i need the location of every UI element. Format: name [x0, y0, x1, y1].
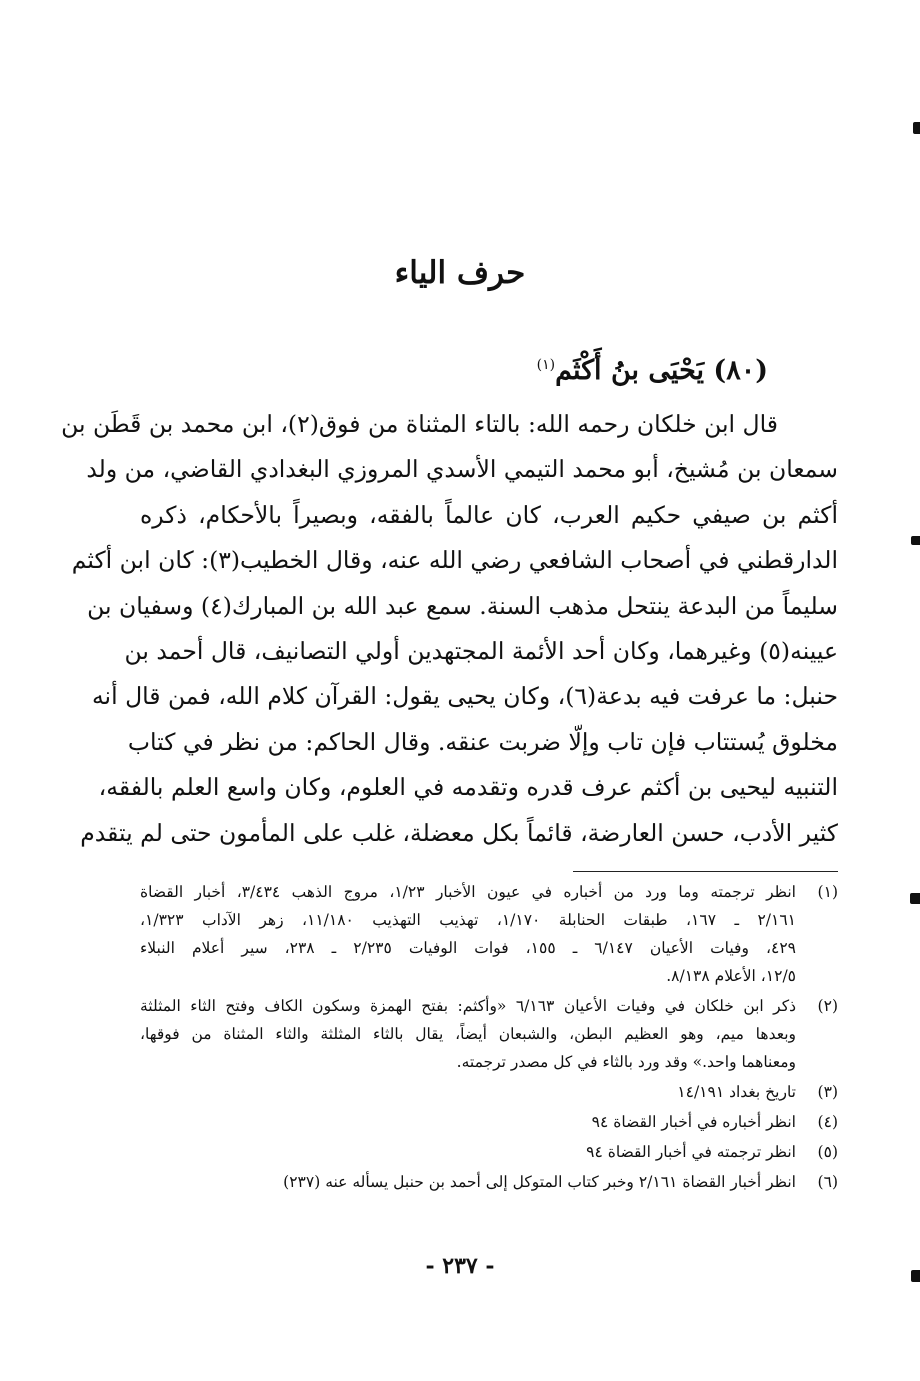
- footnote-line: انظر أخبار القضاة ٢/١٦١ وخبر كتاب المتوكل إلى أحمد بن حنبل يسأله عنه (٢٣٧): [283, 1173, 796, 1191]
- body-line: حنبل: ما عرفت فيه بدعة(٦)، وكان يحيى يقول: القرآن كلام الله، فمن قال أنه: [91, 682, 838, 711]
- footnote-text: [140, 1168, 796, 1196]
- footnote-number: (٦): [817, 1173, 838, 1191]
- chapter-title: حرف الياء: [394, 255, 526, 291]
- footnote-line: انظر أخباره في أخبار القضاة ٩٤: [591, 1113, 796, 1131]
- footnote-text: [140, 1078, 796, 1106]
- footnote-text: [140, 1108, 796, 1136]
- footnote-text: [140, 1138, 796, 1166]
- footnote-1: [140, 878, 838, 990]
- footnote-2: [140, 992, 838, 1076]
- body-line: كثير الأدب، حسن العارضة، قائماً بكل معضلة، غلب على المأمون حتى لم يتقدم: [80, 818, 838, 847]
- body-line: الدارقطني في أصحاب الشافعي رضي الله عنه، وقال الخطيب(٣): كان ابن أكثم: [71, 546, 838, 575]
- footnote-line: ٤٢٩، وفيات الأعيان ٦/١٤٧ ـ ١٥٥، فوات الوفيات ٢/٢٣٥ ـ ٢٣٨، سير أعلام النبلاء: [140, 939, 796, 957]
- margin-mark: [913, 122, 920, 134]
- footnote-line: ٢/١٦١ ـ ١٦٧، طبقات الحنابلة ١/١٧٠، تهذيب التهذيب ١١/١٨٠، زهر الآداب ١/٣٢٣،: [140, 911, 796, 929]
- footnote-6: [140, 1168, 838, 1196]
- footnote-line: انظر ترجمته وما ورد من أخباره في عيون الأخبار ١/٢٣، مروج الذهب ٣/٤٣٤، أخبار القضاة: [140, 883, 796, 901]
- footnote-number: (٢): [817, 997, 838, 1015]
- footnote-separator: [573, 871, 838, 872]
- footnote-4: [140, 1108, 838, 1136]
- body-line: أكثم بن صيفي حكيم العرب، كان عالماً بالفقه، وبصيراً بالأحكام، ذكره: [140, 500, 838, 529]
- footnote-line: ١٢/٥، الأعلام ٨/١٣٨.: [666, 967, 796, 985]
- footnote-number: (٤): [817, 1113, 838, 1131]
- footnote-number: (٣): [817, 1083, 838, 1101]
- footnotes: [140, 878, 838, 1198]
- body-line: سمعان بن مُشيخ، أبو محمد التيمي الأسدي المروزي البغدادي القاضي، من ولد: [86, 455, 838, 484]
- footnote-line: انظر ترجمته في أخبار القضاة ٩٤: [586, 1143, 796, 1161]
- footnote-text: [140, 992, 796, 1076]
- body-text: [61, 402, 838, 856]
- entry-heading-text: (٨٠) يَحْيَى بنُ أَكْثَم: [555, 355, 768, 386]
- body-line: مخلوق يُستتاب فإن تاب وإلّا ضربت عنقه. وقال الحاكم: من نظر في كتاب: [127, 727, 838, 756]
- body-line: سليماً من البدعة ينتحل مذهب السنة. سمع عبد الله بن المبارك(٤) وسفيان بن: [87, 591, 838, 620]
- footnote-number: (١): [817, 883, 838, 901]
- entry-heading-footnote-ref: (١): [536, 357, 556, 373]
- margin-mark: [911, 536, 920, 545]
- footnote-line: ومعناهما واحد.» وقد ورد بالثاء في كل مصدر ترجمته.: [456, 1053, 796, 1071]
- body-line: التنبيه ليحيى بن أكثم عرف قدره وتقدمه في العلوم، وكان واسع العلم بالفقه،: [98, 773, 838, 802]
- entry-heading: [537, 345, 768, 391]
- page-number: - ٢٣٧ -: [425, 1253, 495, 1279]
- body-line: عيينه(٥) وغيرهما، وكان أحد الأئمة المجتهدين أولي التصانيف، قال أحمد بن: [124, 636, 838, 665]
- footnote-line: ذكر ابن خلكان في وفيات الأعيان ٦/١٦٣ «وأكثم: بفتح الهمزة وسكون الكاف وفتح الثاء المثلثة: [140, 997, 797, 1015]
- margin-mark: [910, 893, 920, 904]
- footnote-text: [140, 878, 796, 990]
- footnote-3: [140, 1078, 838, 1106]
- body-line: قال ابن خلكان رحمه الله: بالتاء المثناة من فوق(٢)، ابن محمد بن قَطَن بن: [61, 410, 778, 438]
- footnote-number: (٥): [817, 1143, 838, 1161]
- footnote-line: وبعدها ميم، وهو العظيم البطن، والشبعان أيضاً، يقال بالثاء المثلثة والثاء المثناة من فوقها،: [140, 1025, 796, 1043]
- footnote-line: تاريخ بغداد ١٤/١٩١: [677, 1083, 796, 1101]
- footnote-5: [140, 1138, 838, 1166]
